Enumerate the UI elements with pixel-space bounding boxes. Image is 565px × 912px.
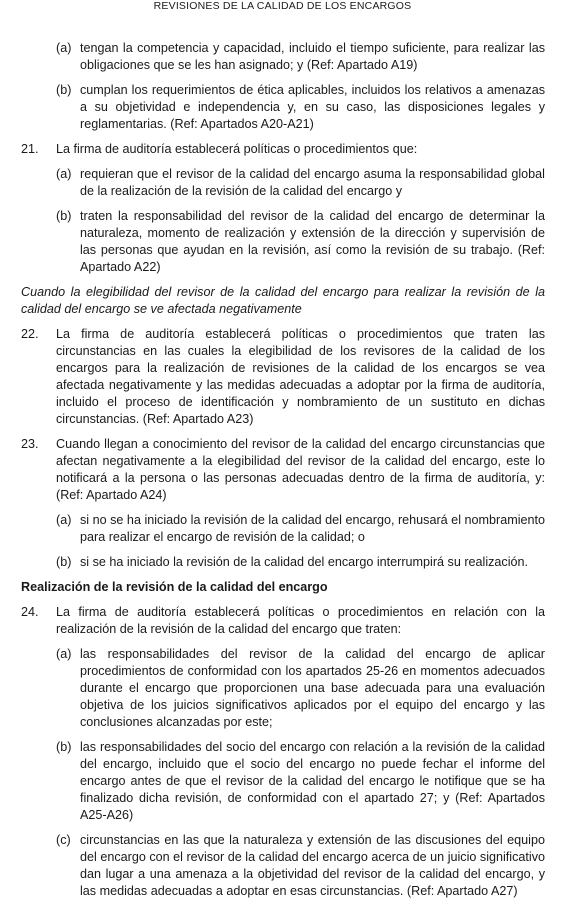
- list-label: (b): [56, 209, 72, 223]
- list-text: traten la responsabilidad del revisor de la calidad del encargo de determinar la naturaleza, momento de realización y extensión de la dirección y supervisión de las personas que ayudan en la revisión, así como la revisión de su trabajo. (Ref: Apartado A22): [80, 209, 545, 274]
- list-label: (c): [56, 833, 71, 847]
- paragraph-22: [21, 326, 545, 428]
- paragraph-24: [21, 604, 545, 638]
- list-text: las responsabilidades del socio del encargo con relación a la revisión de la calidad del encargo, incluido que el socio del encargo no puede fechar el informe del encargo antes de que el revisor de la calidad del encargo le notifique que se ha finalizado dicha revisión, de conformidad con el apartado 27; y (Ref: Apartados A25-A26): [80, 740, 545, 822]
- italic-subheading: Cuando la elegibilidad del revisor de la calidad del encargo para realizar la revisión de la calidad del encargo se ve afectada negativamente: [21, 285, 545, 316]
- section-heading: Realización de la revisión de la calidad del encargo: [21, 580, 328, 594]
- paragraph-21-b: [56, 208, 545, 276]
- paragraph-number: 24.: [21, 605, 39, 619]
- list-text: si no se ha iniciado la revisión de la calidad del encargo, rehusará el nombramiento para realizar el encargo de revisión de la calidad; o: [80, 513, 545, 544]
- list-text: circunstancias en las que la naturaleza y extensión de las discusiones del equipo del encargo con el revisor de la calidad del encargo acerca de un juicio significativo dan lugar a una amenaza a la objetividad del revisor de la calidad del encargo, y las medidas adecuadas a adoptar en esas circunstancias. (Ref: Apartado A27): [80, 833, 545, 898]
- paragraph-24-b: [56, 739, 545, 824]
- paragraph-21: [21, 141, 545, 158]
- list-label: (b): [56, 555, 72, 569]
- list-label: (b): [56, 740, 72, 754]
- paragraph-number: 23.: [21, 437, 39, 451]
- list-label: (a): [56, 167, 72, 181]
- list-text: tengan la competencia y capacidad, incluido el tiempo suficiente, para realizar las obligaciones que se les han asignado; y (Ref: Apartado A19): [80, 41, 545, 72]
- paragraph-24-c: [56, 832, 545, 900]
- list-label: (a): [56, 41, 72, 55]
- list-text: requieran que el revisor de la calidad del encargo asuma la responsabilidad global de la realización de la revisión de la calidad del encargo y: [80, 167, 545, 198]
- paragraph-number: 22.: [21, 327, 39, 341]
- list-label: (b): [56, 83, 72, 97]
- paragraph-23-a: [56, 512, 545, 546]
- paragraph-20-b: [56, 82, 545, 133]
- document-body: [21, 40, 545, 908]
- paragraph-text: Cuando llegan a conocimiento del revisor de la calidad del encargo circunstancias que afectan negativamente a la elegibilidad del revisor de la calidad del encargo, este lo notificará a la persona o las personas adecuadas dentro de la firma de auditoría, y: (Ref: Apartado A24): [56, 437, 545, 502]
- paragraph-text: La firma de auditoría establecerá políticas o procedimientos que:: [56, 142, 418, 156]
- paragraph-23: [21, 436, 545, 504]
- list-label: (a): [56, 513, 72, 527]
- paragraph-21-a: [56, 166, 545, 200]
- paragraph-text: La firma de auditoría establecerá políticas o procedimientos en relación con la realización de la revisión de la calidad del encargo que traten:: [56, 605, 545, 636]
- paragraph-number: 21.: [21, 142, 39, 156]
- paragraph-23-b: [56, 554, 545, 571]
- list-label: (a): [56, 647, 72, 661]
- list-text: si se ha iniciado la revisión de la calidad del encargo interrumpirá su realización.: [80, 555, 529, 569]
- list-text: las responsabilidades del revisor de la calidad del encargo de aplicar procedimientos de conformidad con los apartados 25-26 en momentos adecuados durante el encargo que proporcionen una base adecuada para una evaluación objetiva de los juicios significativos aplicados por el equipo del encargo y las conclusiones alcanzadas por este;: [80, 647, 545, 729]
- running-header: REVISIONES DE LA CALIDAD DE LOS ENCARGOS: [153, 0, 412, 12]
- paragraph-24-a: [56, 646, 545, 731]
- list-text: cumplan los requerimientos de ética aplicables, incluidos los relativos a amenazas a su objetividad e independencia y, en su caso, las disposiciones legales y reglamentarias. (Ref: Apartados A20-A21): [80, 83, 545, 131]
- paragraph-text: La firma de auditoría establecerá políticas o procedimientos que traten las circunstancias en las cuales la elegibilidad de los revisores de la calidad de los encargos para la realización de revisiones de la calidad de los encargos se vea afectada negativamente y las medidas adecuadas a adoptar por la firma de auditoría, incluido el proceso de identificación y nombramiento de un sustituto en dichas circunstancias. (Ref: Apartado A23): [56, 327, 545, 426]
- paragraph-20-a: [56, 40, 545, 74]
